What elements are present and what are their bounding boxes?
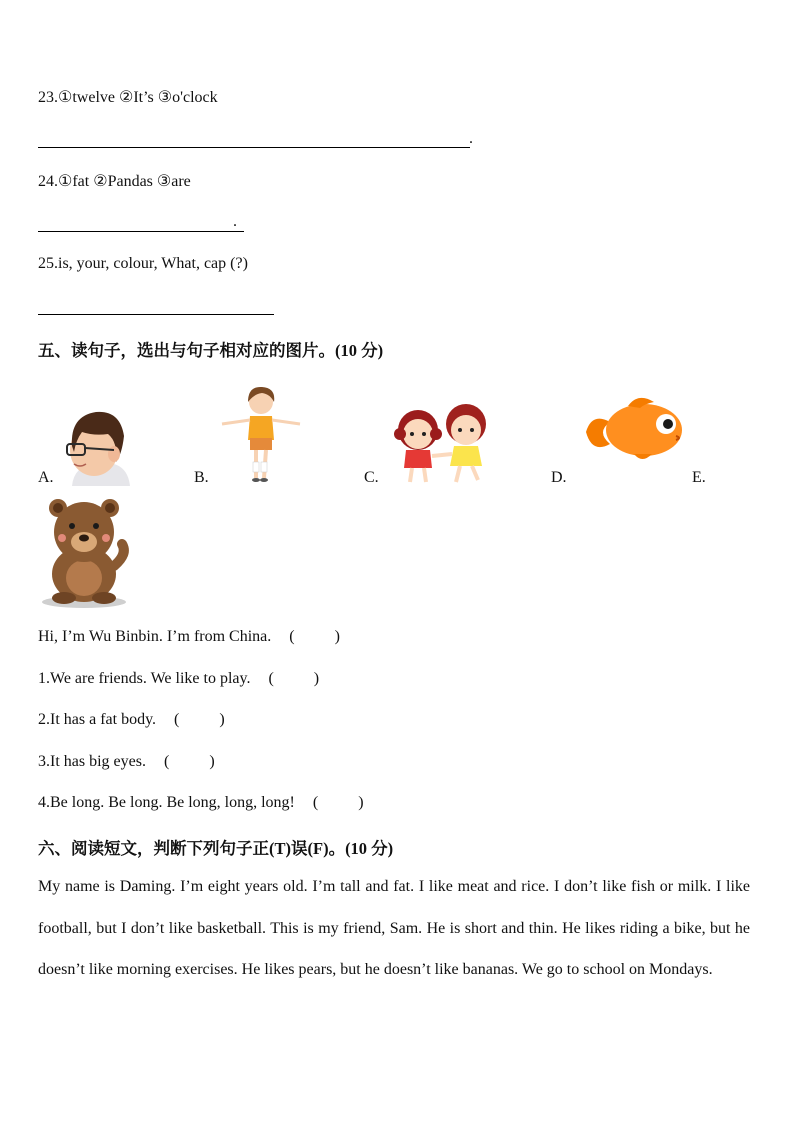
question-text: is, your, colour, What, cap (?): [58, 255, 248, 272]
option-label-e: E.: [692, 469, 706, 486]
end-mark: .: [469, 130, 473, 147]
girl-arms-out-icon: [220, 384, 302, 484]
answer-bracket[interactable]: ( ): [312, 794, 364, 811]
match-sentence-3: [38, 753, 215, 771]
answer-bracket[interactable]: ( ): [268, 670, 320, 687]
question-number: 24.: [38, 173, 58, 190]
question-number: 23.: [38, 89, 58, 106]
reading-passage: My name is Daming. I’m eight years old. I’m tall and fat. I like meat and rice. I don’t like fish or milk. I like football, but I don’t like basketball. This is my friend, Sam. He is short and thin. He likes riding a bike, but he doesn’t like morning exercises. He likes pears, but he doesn’t like bananas. We go to school on Mondays.: [38, 878, 750, 979]
question-text: ①fat ②Pandas ③are: [58, 173, 191, 190]
option-label-c: C.: [364, 469, 379, 486]
two-children-friends-icon: [388, 402, 496, 486]
sentence-text: 1.We are friends. We like to play.: [38, 670, 251, 687]
end-mark: .: [233, 213, 237, 230]
answer-bracket[interactable]: ( ): [174, 711, 225, 728]
question-25: [38, 255, 248, 273]
answer-line-23[interactable]: [38, 147, 470, 148]
boy-with-glasses-icon: [64, 406, 130, 486]
sentence-text: 2.It has a fat body.: [38, 711, 157, 728]
match-sentence-4: [38, 794, 364, 812]
sentence-text: Hi, I’m Wu Binbin. I’m from China.: [38, 628, 272, 645]
option-label-b: B.: [194, 469, 209, 486]
option-label-d: D.: [551, 469, 567, 486]
question-23: [38, 87, 218, 107]
sentence-text: 4.Be long. Be long. Be long, long, long!: [38, 794, 295, 811]
answer-bracket[interactable]: ( ): [163, 753, 215, 770]
answer-bracket[interactable]: ( ): [289, 628, 340, 645]
goldfish-icon: [584, 392, 688, 464]
answer-line-24[interactable]: [38, 231, 244, 232]
sentence-text: 3.It has big eyes.: [38, 753, 146, 770]
match-sentence-0: [38, 628, 340, 646]
match-sentence-1: [38, 670, 319, 688]
match-sentence-2: [38, 711, 225, 729]
question-24: [38, 171, 191, 191]
section-5-heading: 五、读句子，选出与句子相对应的图片。(10 分): [38, 341, 384, 360]
question-text: ①twelve ②It’s ③o'clock: [58, 89, 218, 106]
bear-icon: [38, 496, 130, 610]
answer-line-25[interactable]: [38, 314, 274, 315]
option-label-a: A.: [38, 469, 54, 486]
question-number: 25.: [38, 255, 58, 272]
section-6-heading: 六、阅读短文，判断下列句子正(T)误(F)。(10 分): [38, 839, 394, 858]
